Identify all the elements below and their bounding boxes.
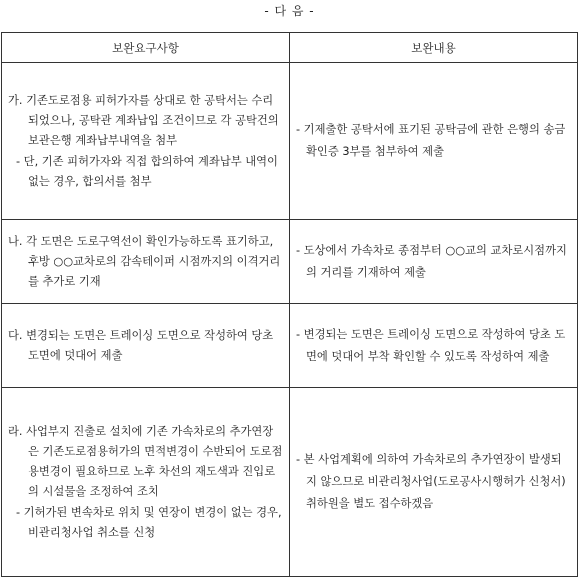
requirement-text: 라. 사업부지 진출로 설치에 기존 가속차로의 추가연장은 기존도로점용허가의 면적변경이 수반되어 도로점용변경이 필요하므로 노후 차선의 재도색과 진입로의 시설물을 조정하여 조치 bbox=[8, 424, 283, 498]
table-row bbox=[2, 388, 578, 577]
response-cell bbox=[290, 304, 578, 388]
table-row bbox=[2, 220, 578, 304]
requirement-cell bbox=[2, 220, 290, 304]
requirement-text: 가. 기존도로점용 피허가자를 상대로 한 공탁서는 수리되었으나, 공탁관 계좌납입 조건이므로 각 공탁건의 보관은행 계좌납부내역을 첨부 bbox=[8, 93, 279, 147]
document-heading: - 다 음 - bbox=[264, 4, 315, 18]
response-cell bbox=[290, 63, 578, 220]
requirement-cell bbox=[2, 388, 290, 577]
table-header-row bbox=[2, 33, 578, 63]
column-header-responses: 보완내용 bbox=[290, 33, 578, 63]
requirement-text: 나. 각 도면은 도로구역선이 확인가능하도록 표기하고, 후방 ○○교차로의 감속테이퍼 시점까지의 이격거리를 추가로 기재 bbox=[8, 234, 281, 288]
table-row bbox=[2, 63, 578, 220]
requirement-subnote: - 단, 기존 피허가자와 직접 합의하여 계좌납부 내역이 없는 경우, 합의서를 첨부 bbox=[16, 154, 278, 188]
response-text: - 기제출한 공탁서에 표기된 공탁금에 관한 은행의 송금확인증 3부를 첨부하여 제출 bbox=[296, 123, 566, 158]
requirement-text: 다. 변경되는 도면은 트레이싱 도면으로 작성하여 당초 도면에 덧대어 제출 bbox=[8, 328, 274, 362]
column-header-requirements: 보완요구사항 bbox=[2, 33, 290, 63]
response-text: - 도상에서 가속차로 종점부터 ○○교의 교차로시점까지의 거리를 기재하여 제출 bbox=[296, 243, 567, 279]
requirement-cell bbox=[2, 63, 290, 220]
requirement-subnote: - 기허가된 변속차로 위치 및 연장이 변경이 없는 경우, 비관리청사업 취소를 신청 bbox=[16, 505, 282, 539]
requirements-table bbox=[1, 32, 578, 577]
requirement-cell bbox=[2, 304, 290, 388]
response-cell bbox=[290, 388, 578, 577]
response-text: - 본 사업계획에 의하여 가속차로의 추가연장이 발생되지 않으므로 비관리청사업(도로공사시행허가 신청서) 취하원을 별도 접수하겠음 bbox=[296, 453, 566, 510]
table-row bbox=[2, 304, 578, 388]
response-cell bbox=[290, 220, 578, 304]
response-text: - 변경되는 도면은 트레이싱 도면으로 작성하여 당초 도면에 덧대어 부착 확인할 수 있도록 작성하여 제출 bbox=[296, 327, 566, 363]
